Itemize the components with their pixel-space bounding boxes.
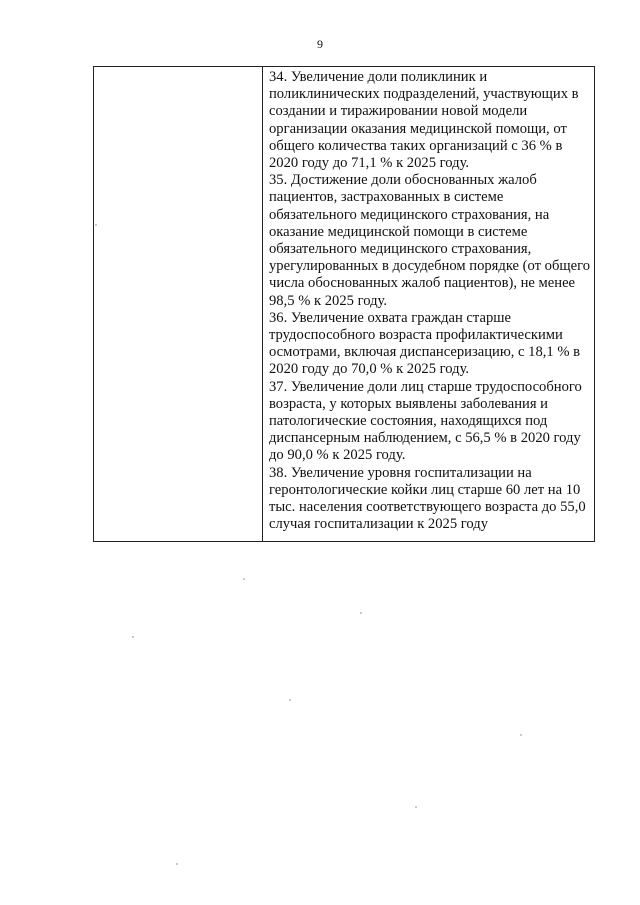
indicators-table xyxy=(93,66,595,542)
scan-speck xyxy=(520,734,522,736)
scan-speck xyxy=(95,224,97,226)
list-item: 38. Увеличение уровня госпитализации на геронтологические койки лиц старше 60 лет на 10 тыс. населения соответствующего возраста до 55,0 случая госпитализации к 2025 году xyxy=(269,464,586,533)
scan-speck xyxy=(132,636,134,638)
list-item: 37. Увеличение доли лиц старше трудоспособного возраста, у которых выявлены заболевания и патологические состояния, находящихся под диспансерным наблюдением, с 56,5 % в 2020 году до 90,0 % к 2025 году. xyxy=(269,378,582,464)
page-number: 9 xyxy=(317,37,323,51)
table-left-cell xyxy=(94,67,263,541)
scan-speck xyxy=(289,699,291,701)
list-item: 36. Увеличение охвата граждан старше трудоспособного возраста профилактическими осмотрами, включая диспансеризацию, с 18,1 % в 2020 году до 70,0 % к 2025 году. xyxy=(269,309,581,378)
list-item: 35. Достижение доли обоснованных жалоб пациентов, застрахованных в системе обязательного медицинского страхования, на оказание медицинской помощи в системе обязательного медицинского страхования, урегулированных в досудебном порядке (от общего числа обоснованных жалоб пациентов), не менее 98,5 % к 2025 году. xyxy=(269,172,591,309)
scan-speck xyxy=(176,863,178,865)
scan-speck xyxy=(243,578,245,580)
scan-speck xyxy=(415,806,417,808)
scan-speck xyxy=(360,612,362,614)
list-item: 34. Увеличение доли поликлиник и поликлинических подразделений, участвующих в создании и тиражировании новой модели организации оказания медицинской помощи, от общего количества таких организаций с 36 % в 2020 году до 71,1 % к 2025 году. xyxy=(269,69,579,172)
table-right-cell xyxy=(269,69,590,533)
